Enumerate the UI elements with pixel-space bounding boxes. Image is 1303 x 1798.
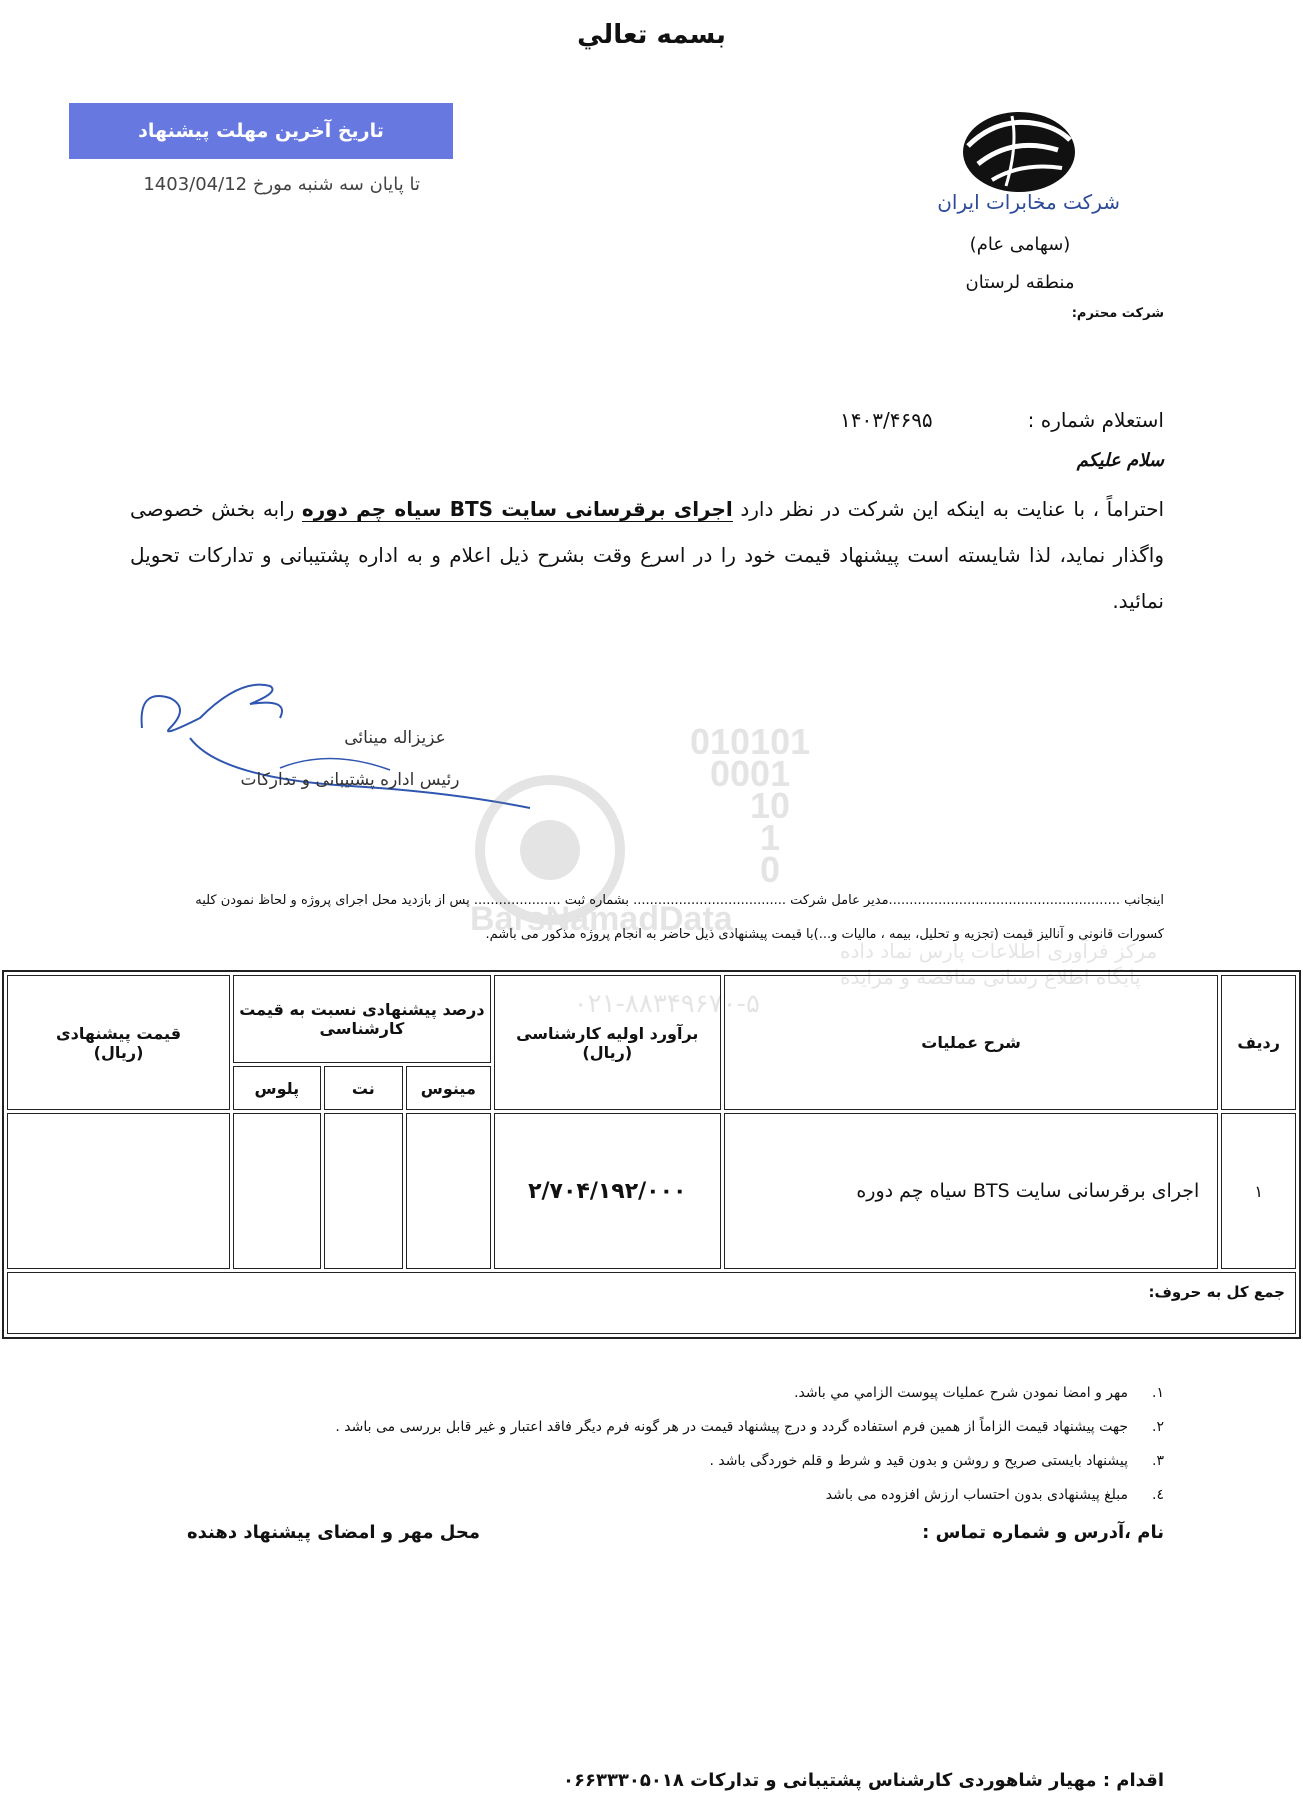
watermark-digits-4: 1 [760, 817, 781, 858]
action-officer: اقدام : مهیار شاهوردی کارشناس پشتیبانی و تدارکات ۰۶۶۳۳۳۰۵۰۱۸ [563, 1770, 1164, 1791]
header-plus: پلوس [233, 1066, 321, 1110]
inquiry-number: ۱۴۰۳/۴۶۹۵ [840, 408, 933, 432]
signature-name: عزیزاله مینائی [344, 728, 446, 748]
operations-table [2, 970, 1301, 1339]
note-number: ۲. [1152, 1419, 1164, 1435]
header-description: شرح عملیات [724, 975, 1218, 1110]
watermark-digits-3: 10 [750, 785, 791, 826]
notes-list [140, 1376, 1164, 1512]
list-item [140, 1410, 1164, 1444]
watermark-digits-2: 0001 [710, 753, 791, 794]
header-net: نت [324, 1066, 403, 1110]
table-row [7, 1113, 1296, 1269]
total-in-words[interactable]: جمع کل به حروف: [7, 1272, 1296, 1334]
header-row-number: ردیف [1221, 975, 1296, 1110]
note-text: جهت پیشنهاد قیمت الزاماً از همین فرم استفاده گردد و درج پیشنهاد قیمت در هر گونه فرم دیگر فاقد اعتبار و غیر قابل بررسی می باشد . [335, 1419, 1128, 1435]
list-item [140, 1478, 1164, 1512]
header-price-unit: (ریال) [93, 1042, 144, 1062]
cell-row-number: ۱ [1221, 1113, 1296, 1269]
header-percent: درصد پیشنهادی نسبت به قیمت کارشناسی [233, 975, 491, 1063]
watermark-brand: BarsNamadData [470, 900, 733, 938]
header-estimate-unit: (ریال) [582, 1042, 633, 1062]
watermark-line-2: پایگاه اطلاع رسانی مناقصه و مزایده [840, 965, 1141, 989]
cell-net[interactable] [324, 1113, 403, 1269]
stamp-signature-label: محل مهر و امضای پیشنهاد دهنده [187, 1522, 480, 1543]
company-name: شرکت مخابرات ایران [937, 190, 1120, 214]
cell-minus[interactable] [406, 1113, 491, 1269]
header-price-label: قیمت پیشنهادی [56, 1023, 182, 1043]
letter-body [130, 486, 1164, 624]
deadline-label-box [69, 103, 453, 159]
signature-title: رئیس اداره پشتیبانی و تدارکات [240, 770, 460, 790]
note-text: پیشنهاد بایستی صریح و روشن و بدون قید و شرط و قلم خوردگی باشد . [709, 1453, 1128, 1469]
addressee-label: شرکت محترم: [1071, 306, 1164, 321]
note-number: ٤. [1152, 1487, 1164, 1503]
inquiry-label: استعلام شماره : [1027, 408, 1164, 432]
greeting: سلام علیکم [1076, 450, 1164, 471]
table-header-row [7, 975, 1296, 1063]
cell-description: اجرای برقرسانی سایت BTS سیاه چم دوره [724, 1113, 1218, 1269]
header-estimate-label: برآورد اولیه کارشناسی [516, 1023, 699, 1043]
letter-project-title: اجرای برقرسانی سایت BTS سیاه چم دوره [301, 497, 733, 521]
watermark-line-1: مرکز فرآوری اطلاعات پارس نماد داده [840, 939, 1158, 963]
deadline-label: تاریخ آخرین مهلت پیشنهاد [138, 120, 384, 142]
watermark-digits-5: 0 [760, 849, 781, 890]
letter-body-rest: رابه بخش خصوصی واگذار نماید، لذا شایسته است پیشنهاد قیمت خود را در اسرع وقت بشرح ذیل اعلام و به اداره پشتیبانی و تدارکات تحویل نمائید. [130, 497, 1164, 613]
declaration-line-1: اینجانب ........................................................مدیر عامل شرکت ..................................... بشماره ثبت ..................... پس از بازدید محل اجرای پروژه و لحاظ نمودن کلیه [195, 893, 1164, 908]
note-text: مبلغ پیشنهادی بدون احتساب ارزش افزوده می باشد [825, 1487, 1128, 1503]
declaration-line-2: کسورات قانونی و آنالیز قیمت (تجزیه و تحلیل، بیمه ، مالیات و...)با قیمت پیشنهادی ذیل حاضر به انجام پروژه مذکور می باشم. [485, 927, 1164, 942]
telecom-logo-icon [958, 106, 1080, 194]
list-item [140, 1376, 1164, 1410]
cell-estimate: ۲/۷۰۴/۱۹۲/۰۰۰ [494, 1113, 721, 1269]
list-item [140, 1444, 1164, 1478]
note-text: مهر و امضا نمودن شرح عملیات پیوست الزامي مي باشد. [794, 1385, 1128, 1401]
watermark-phone: ۰۲۱-۸۸۳۴۹۶۷۰-۵ [573, 989, 760, 1019]
deadline-date-text: تا پایان سه شنبه مورخ 1403/04/12 [143, 174, 420, 195]
note-number: ۳. [1152, 1453, 1164, 1469]
letter-body-intro: احتراماً ، با عنایت به اینکه این شرکت در نظر دارد [732, 497, 1165, 521]
page-title: بسمه تعالي [577, 20, 726, 50]
company-region: منطقه لرستان [965, 272, 1075, 293]
header-price [7, 975, 230, 1110]
note-number: ۱. [1152, 1385, 1164, 1401]
header-minus: مینوس [406, 1066, 491, 1110]
company-type: (سهامی عام) [969, 234, 1071, 255]
watermark-digits-1: 010101 [690, 721, 811, 762]
cell-price[interactable] [7, 1113, 230, 1269]
table-total-row [7, 1272, 1296, 1334]
contact-label: نام ،آدرس و شماره تماس : [922, 1522, 1164, 1543]
cell-plus[interactable] [233, 1113, 321, 1269]
header-estimate [494, 975, 721, 1110]
